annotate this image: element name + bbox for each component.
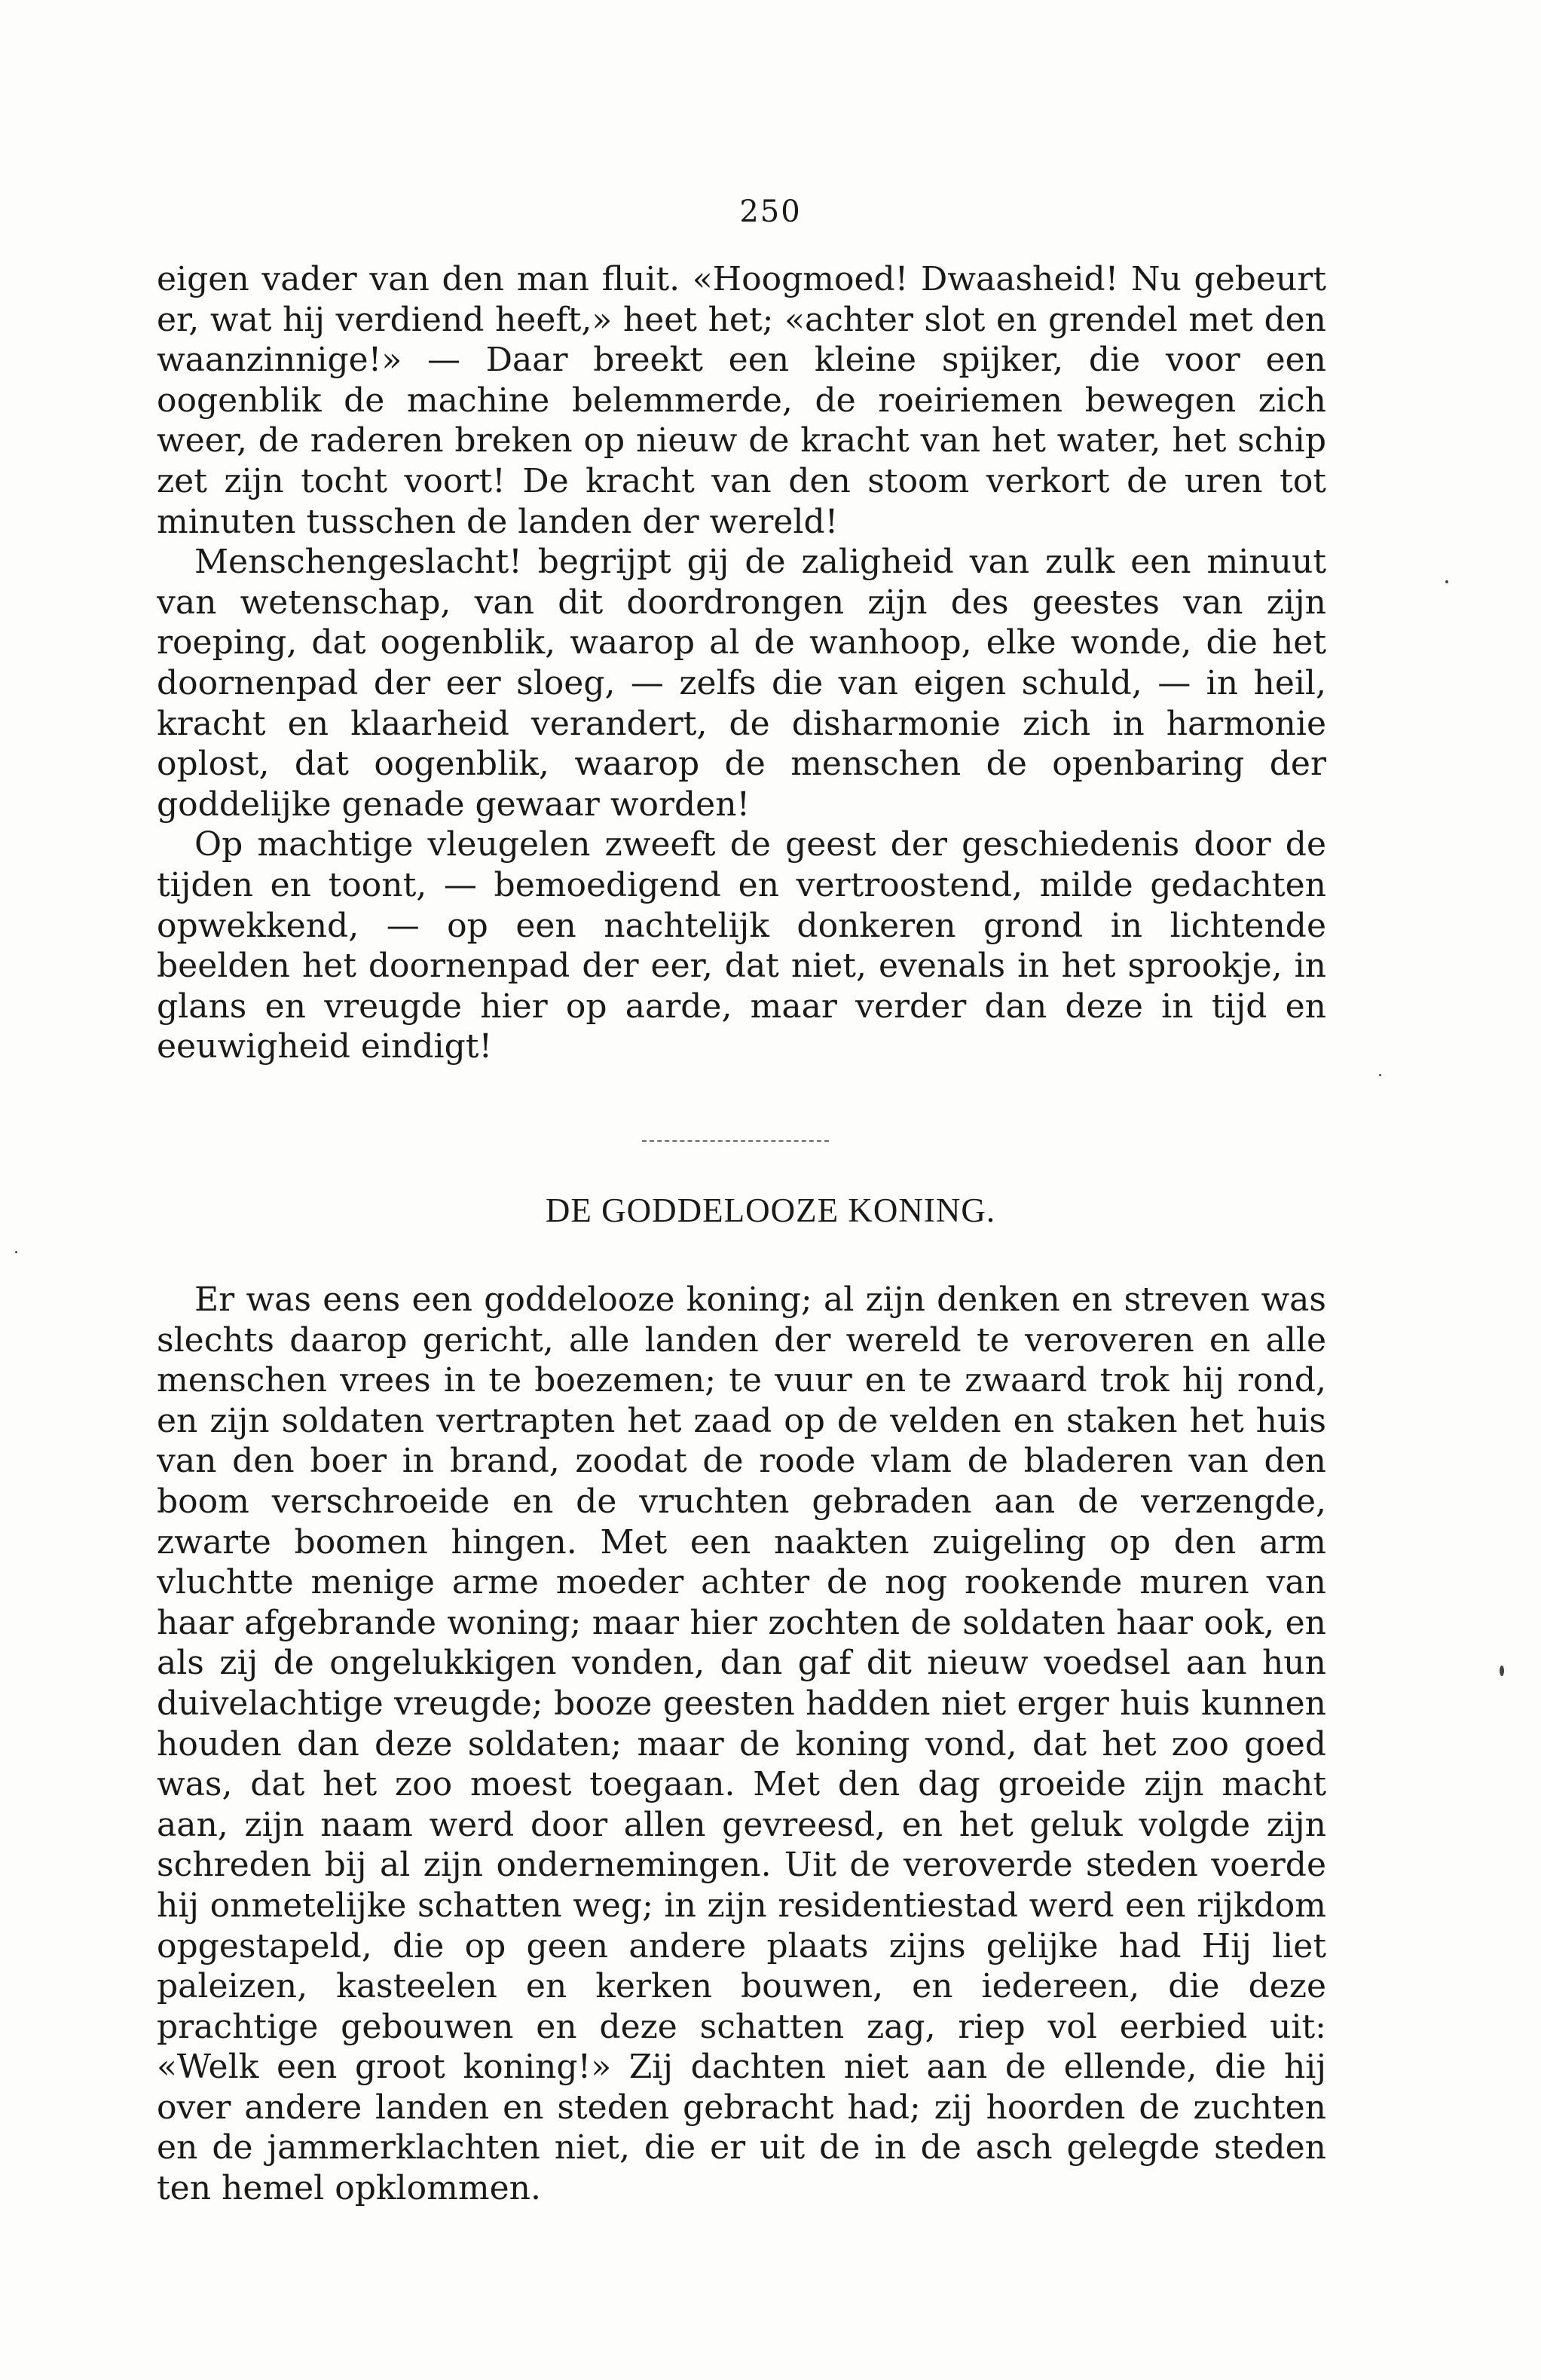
paragraph: Op machtige vleugelen zweeft de geest der geschiedenis door de tijden en toont, — bemoedigend en vertroostend, milde gedachten opwekkend, — op een nachtelijk donkeren grond in lichtende beelden het doornenpad der eer, dat niet, evenals in het sprookje, in glans en vreugde hier op aarde, maar verder dan deze in tijd en eeuwigheid eindigt!: [157, 825, 1326, 1066]
previous-story-ending: [157, 259, 1326, 1067]
paragraph: eigen vader van den man fluit. «Hoogmoed! Dwaasheid! Nu gebeurt er, wat hij verdiend heeft,» heet het; «achter slot en grendel met den waanzinnige!» — Daar breekt een kleine spijker, die voor een oogenblik de machine belemmerde, de roeiriemen bewegen zich weer, de raderen breken op nieuw de kracht van het water, het schip zet zijn tocht voort! De kracht van den stoom verkort de uren tot minuten tusschen de landen der wereld!: [157, 260, 1326, 541]
section-divider: [642, 1140, 829, 1142]
paragraph: Menschengeslacht! begrijpt gij de zaligheid van zulk een minuut van wetenschap, van dit doordrongen zijn des geestes van zijn roeping, dat oogenblik, waarop al de wanhoop, elke wonde, die het doornenpad der eer sloeg, — zelfs die van eigen schuld, — in heil, kracht en klaarheid verandert, de disharmonie zich in harmonie oplost, dat oogenblik, waarop de menschen de openbaring der goddelijke genade gewaar worden!: [157, 543, 1326, 824]
chapter-title: DE GODDELOOZE KONING.: [545, 1192, 996, 1229]
print-speck: [1379, 1074, 1381, 1076]
print-speck: [1500, 1666, 1504, 1676]
print-speck: [1445, 580, 1448, 583]
print-speck: [15, 1251, 17, 1253]
paragraph: Er was eens een goddelooze koning; al zijn denken en streven was slechts daarop gericht, alle landen der wereld te veroveren en alle menschen vrees in te boezemen; te vuur en te zwaard trok hij rond, en zijn soldaten vertrapten het zaad op de velden en staken het huis van den boer in brand, zoodat de roode vlam de bladeren van den boom verschroeide en de vruchten gebraden aan de verzengde, zwarte boomen hingen. Met een naakten zuigeling op den arm vluchtte menige arme moeder achter de nog rookende muren van haar afgebrande woning; maar hier zochten de soldaten haar ook, en als zij de ongelukkigen vonden, dan gaf dit nieuw voedsel aan hun duivelachtige vreugde; booze geesten hadden niet erger huis kunnen houden dan deze soldaten; maar de koning vond, dat het zoo goed was, dat het zoo moest toegaan. Met den dag groeide zijn macht aan, zijn naam werd door allen gevreesd, en het geluk volgde zijn schreden bij al zijn ondernemingen. Uit de veroverde steden voerde hij onmetelijke schatten weg; in zijn residentiestad werd een rijkdom opgestapeld, die op geen andere plaats zijns gelijke had Hij liet paleizen, kasteelen en kerken bouwen, en iedereen, die deze prachtige gebouwen en deze schatten zag, riep vol eerbied uit: «Welk een groot koning!» Zij dachten niet aan de ellende, die hij over andere landen en steden gebracht had; zij hoorden de zuchten en de jammerklachten niet, die er uit de in de asch gelegde steden ten hemel opklommen.: [157, 1280, 1326, 2208]
story-body: [157, 1280, 1326, 2209]
page-number: 250: [739, 194, 802, 229]
